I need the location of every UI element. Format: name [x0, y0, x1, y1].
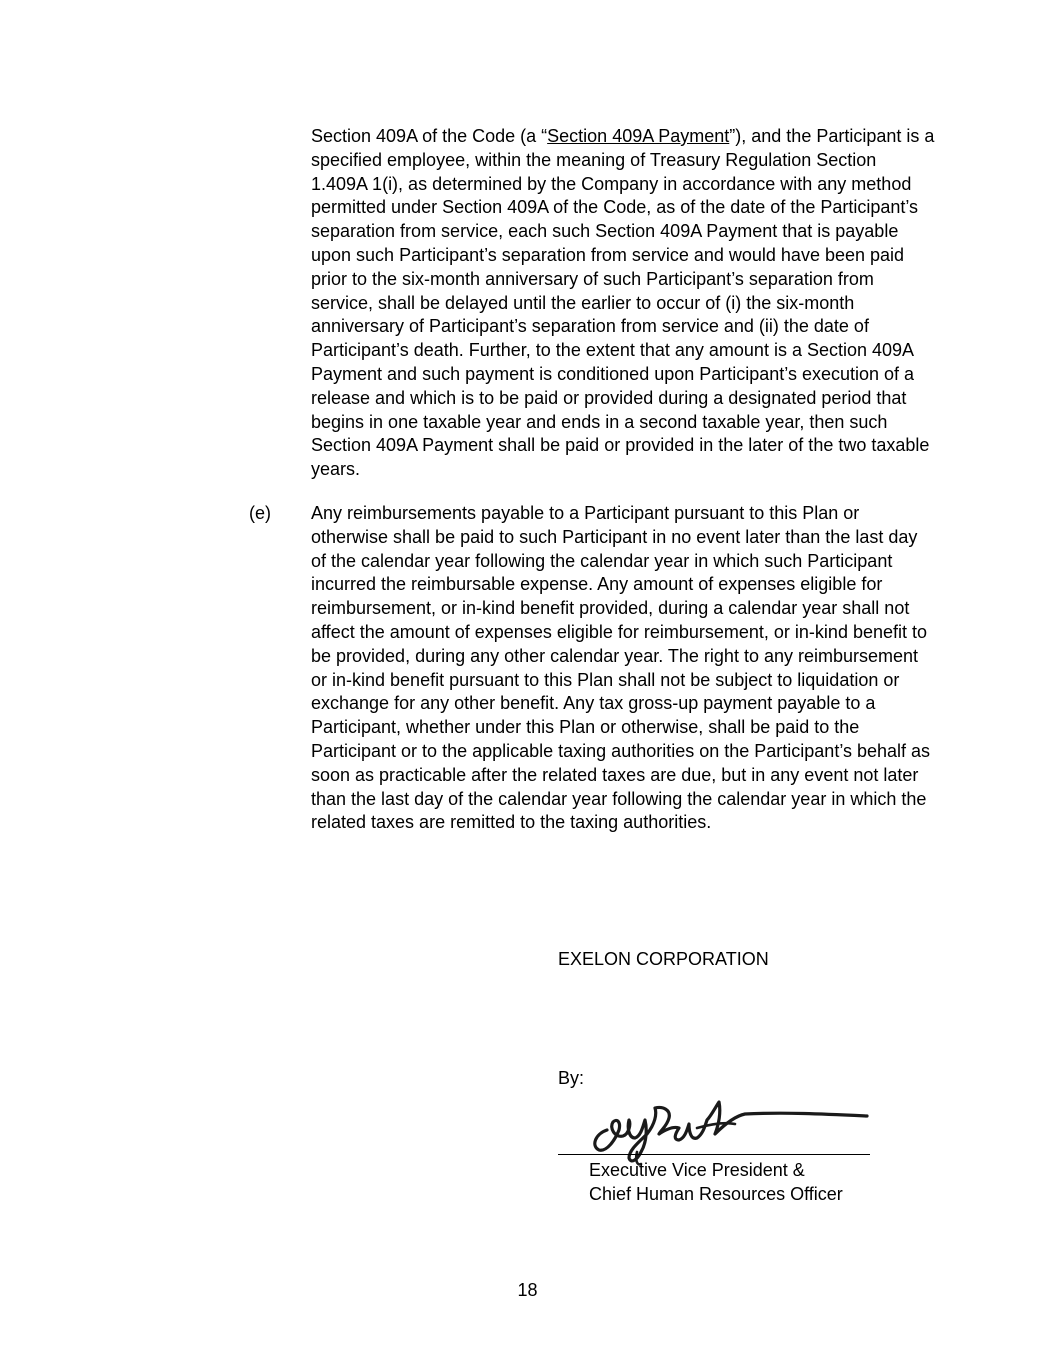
paragraph-d-continuation	[311, 125, 936, 482]
signer-title	[589, 1158, 843, 1206]
paragraph-d-body-text: ”), and the Participant is a specified employee, within the meaning of Treasury Regulation Section 1.409A 1(i), as determined by the Company in accordance with any method permitted under Section 409A of the Code, as of the date of the Participant’s separation from service, each such Section 409A Payment that is payable upon such Participant’s separation from service and would have been paid prior to the six-month anniversary of such Participant’s separation from service, shall be delayed until the earlier to occur of (i) the six-month anniversary of Participant’s separation from service and (ii) the date of Participant’s death. Further, to the extent that any amount is a Section 409A Payment and such payment is conditioned upon Participant’s execution of a release and which is to be paid or provided during a designated period that begins in one taxable year and ends in a second taxable year, then such Section 409A Payment shall be paid or provided in the later of the two taxable years.	[311, 126, 935, 480]
paragraph-e-text: Any reimbursements payable to a Participant pursuant to this Plan or otherwise shall be paid to such Participant in no event later than the last day of the calendar year following the calendar year in which such Participant incurred the reimbursable expense. Any amount of expenses eligible for reimbursement, or in-kind benefit provided, during a calendar year shall not affect the amount of expenses eligible for reimbursement, or in-kind benefit to be provided, during any other calendar year. The right to any reimbursement or in-kind benefit pursuant to this Plan shall not be subject to liquidation or exchange for any other benefit. Any tax gross-up payment payable to a Participant, whether under this Plan or otherwise, shall be paid to the Participant or to the applicable taxing authorities on the Participant’s behalf as soon as practicable after the related taxes are due, but in any event not later than the last day of the calendar year following the calendar year in which the related taxes are remitted to the taxing authorities.	[311, 503, 931, 833]
signer-title-line-2: Chief Human Resources Officer	[589, 1184, 843, 1204]
paragraph-d-lead-text: Section 409A of the Code (a “	[311, 126, 548, 146]
handwritten-signature	[585, 1094, 875, 1168]
signer-title-line-1: Executive Vice President &	[589, 1160, 805, 1180]
defined-term-section-409a-payment: Section 409A Payment	[547, 126, 730, 146]
page-number: 18	[517, 1280, 538, 1300]
signature-line	[558, 1154, 870, 1155]
by-label: By:	[558, 1068, 585, 1088]
company-name: EXELON CORPORATION	[558, 949, 769, 969]
paragraph-e-label: (e)	[249, 503, 271, 523]
